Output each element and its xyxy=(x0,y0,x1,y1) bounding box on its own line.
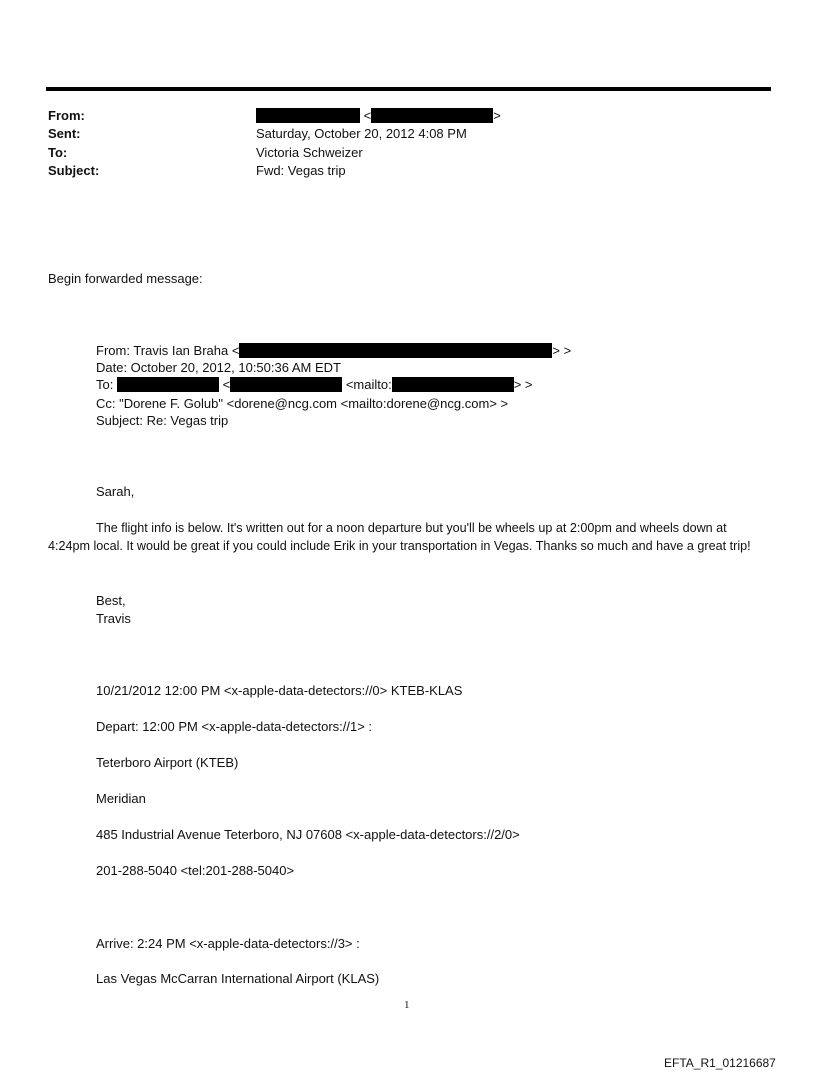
subject-value: Fwd: Vegas trip xyxy=(256,163,346,178)
sent-label: Sent: xyxy=(48,126,81,141)
fwd-cc-line: Cc: "Dorene F. Golub" <dorene@ncg.com <mailto:dorene@ncg.com> > xyxy=(96,396,509,411)
fwd-to-mailto: <mailto: xyxy=(345,377,392,392)
redacted-email xyxy=(392,377,514,392)
itinerary-arrive-airport: Las Vegas McCarran International Airport (KLAS) xyxy=(96,971,380,986)
itinerary-arrive: Arrive: 2:24 PM <x-apple-data-detectors://3> : xyxy=(96,936,360,951)
fwd-to-prefix: To: xyxy=(96,377,114,392)
message-paragraph: The flight info is below. It's written out for a noon departure but you'll be wheels up at 2:00pm and wheels down at 4:24pm local. It would be great if you could include Erik in your transportation in Vegas. Thanks so much and have a great trip! xyxy=(48,521,751,553)
itinerary-depart-airport: Teterboro Airport (KTEB) xyxy=(96,755,239,770)
fwd-from-line xyxy=(96,342,571,360)
closing: Best, xyxy=(96,593,126,608)
sent-value: Saturday, October 20, 2012 4:08 PM xyxy=(256,126,467,141)
from-lt: < xyxy=(363,108,372,123)
itinerary-address: 485 Industrial Avenue Teterboro, NJ 07608 <x-apple-data-detectors://2/0> xyxy=(96,827,520,842)
redacted-name xyxy=(117,377,219,392)
to-value: Victoria Schweizer xyxy=(256,145,363,160)
from-label: From: xyxy=(48,108,85,123)
from-gt: > xyxy=(493,108,501,123)
fwd-from-suffix: > > xyxy=(552,343,572,358)
redacted-email xyxy=(371,108,493,123)
from-value xyxy=(256,107,501,125)
to-label: To: xyxy=(48,145,68,160)
salutation: Sarah, xyxy=(96,484,135,499)
fwd-to-suffix: > > xyxy=(513,377,533,392)
signature: Travis xyxy=(96,611,131,626)
fwd-to-line xyxy=(96,376,533,394)
redacted-name xyxy=(256,108,360,123)
itinerary-fbo: Meridian xyxy=(96,791,146,806)
subject-label: Subject: xyxy=(48,163,100,178)
fwd-to-lt: < xyxy=(222,377,231,392)
fwd-from-prefix: From: Travis Ian Braha < xyxy=(96,343,240,358)
page-number: 1 xyxy=(404,999,410,1011)
header-rule xyxy=(46,87,771,91)
redacted-email xyxy=(239,343,552,358)
forward-intro: Begin forwarded message: xyxy=(48,271,203,286)
redacted-email xyxy=(230,377,342,392)
itinerary-phone: 201-288-5040 <tel:201-288-5040> xyxy=(96,863,295,878)
itinerary-date-route: 10/21/2012 12:00 PM <x-apple-data-detectors://0> KTEB-KLAS xyxy=(96,683,463,698)
fwd-date-line: Date: October 20, 2012, 10:50:36 AM EDT xyxy=(96,360,341,375)
document-id: EFTA_R1_01216687 xyxy=(664,1056,776,1070)
fwd-subject-line: Subject: Re: Vegas trip xyxy=(96,413,229,428)
itinerary-depart: Depart: 12:00 PM <x-apple-data-detectors://1> : xyxy=(96,719,373,734)
